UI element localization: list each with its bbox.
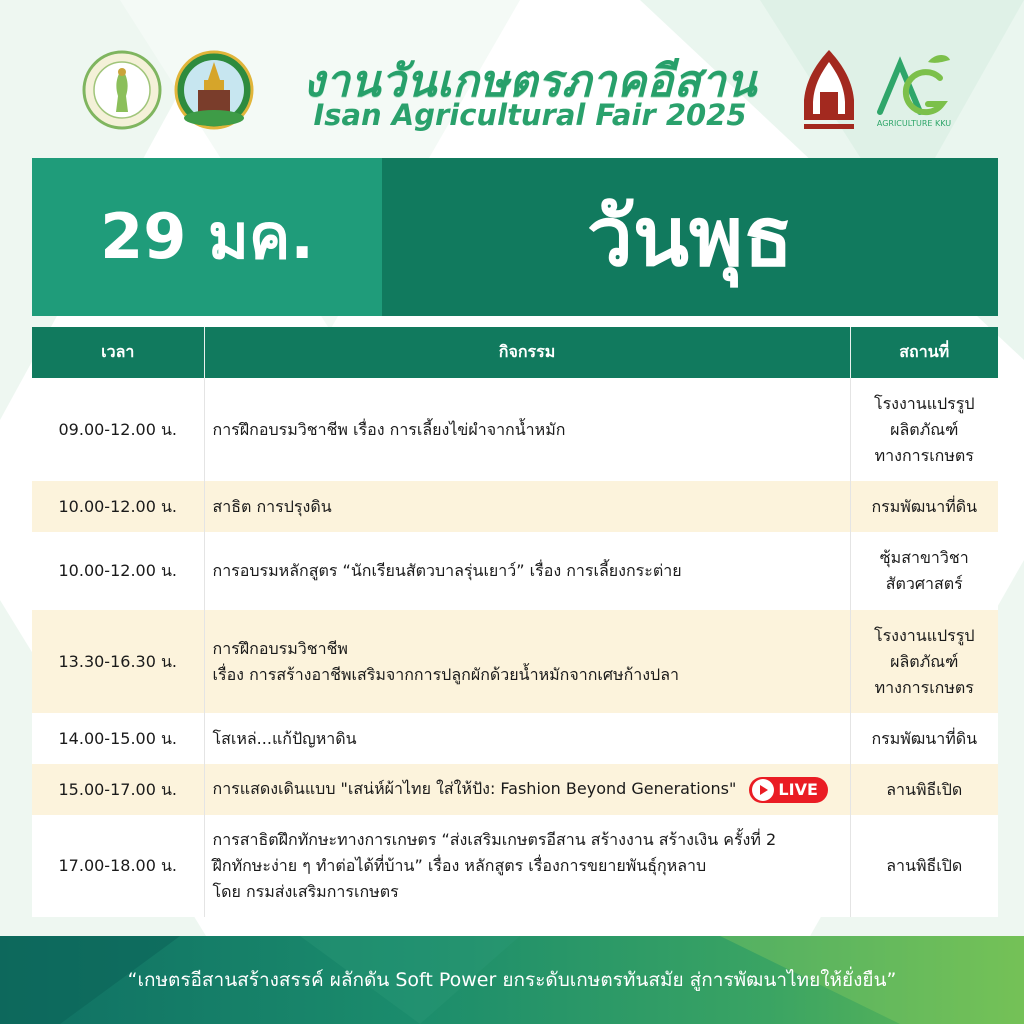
table-row xyxy=(32,532,998,610)
row-activity: การสาธิตฝึกทักษะทางการเกษตร “ส่งเสริมเกษตรอีสาน สร้างงาน สร้างเงิน ครั้งที่ 2 ฝึกทักษะง่าย ๆ ทำต่อได้ที่บ้าน” เรื่อง หลักสูตร เรื่องการขยายพันธุ์กุหลาบ โดย กรมส่งเสริมการเกษตร xyxy=(204,815,850,917)
schedule-table xyxy=(32,327,998,917)
row-time: 09.00-12.00 น. xyxy=(32,378,204,481)
row-activity: การแสดงเดินแบบ "เสน่ห์ผ้าไทย ใส่ให้ปัง: Fashion Beyond Generations" LIVE xyxy=(204,764,850,815)
table-row xyxy=(32,610,998,713)
row-activity: โสเหล่...แก้ปัญหาดิน xyxy=(204,713,850,764)
row-activity: การอบรมหลักสูตร “นักเรียนสัตวบาลรุ่นเยาว์” เรื่อง การเลี้ยงกระต่าย xyxy=(204,532,850,610)
event-date: 29 มค. xyxy=(32,158,382,316)
row-activity: การฝึกอบรมวิชาชีพ เรื่อง การสร้างอาชีพเสริมจากการปลูกผักด้วยน้ำหมักจากเศษก้างปลา xyxy=(204,610,850,713)
logo-caption: AGRICULTURE KKU xyxy=(876,119,952,128)
faculty-seal-logo xyxy=(174,50,254,130)
live-badge[interactable] xyxy=(749,777,827,803)
play-icon xyxy=(752,779,774,801)
row-time: 14.00-15.00 น. xyxy=(32,713,204,764)
table-row xyxy=(32,378,998,481)
agriculture-kku-logo xyxy=(870,50,958,130)
row-activity: การฝึกอบรมวิชาชีพ เรื่อง การเลี้ยงไข่ผำจากน้ำหมัก xyxy=(204,378,850,481)
row-time: 10.00-12.00 น. xyxy=(32,532,204,610)
table-row xyxy=(32,815,998,917)
row-place: ลานพิธีเปิด xyxy=(850,764,998,815)
date-band xyxy=(32,158,998,316)
fair-title-english: Isan Agricultural Fair 2025 xyxy=(313,98,747,132)
row-place: โรงงานแปรรูป ผลิตภัณฑ์ ทางการเกษตร xyxy=(850,610,998,713)
row-time: 13.30-16.30 น. xyxy=(32,610,204,713)
row-time: 15.00-17.00 น. xyxy=(32,764,204,815)
table-row xyxy=(32,764,998,815)
footer-banner xyxy=(0,936,1024,1024)
event-day: วันพุธ xyxy=(382,158,998,316)
row-place: กรมพัฒนาที่ดิน xyxy=(850,713,998,764)
column-header-activity: กิจกรรม xyxy=(204,327,850,378)
university-emblem-logo xyxy=(800,48,858,134)
row-place: ลานพิธีเปิด xyxy=(850,815,998,917)
table-row xyxy=(32,713,998,764)
row-activity: สาธิต การปรุงดิน xyxy=(204,481,850,532)
column-header-time: เวลา xyxy=(32,327,204,378)
table-header-row xyxy=(32,327,998,378)
row-time: 17.00-18.00 น. xyxy=(32,815,204,917)
ministry-seal-logo xyxy=(82,50,162,130)
footer-slogan: “เกษตรอีสานสร้างสรรค์ ผลักดัน Soft Power ยกระดับเกษตรทันสมัย สู่การพัฒนาไทยให้ยั่งยืน” xyxy=(127,969,897,991)
row-place: ซุ้มสาขาวิชา สัตวศาสตร์ xyxy=(850,532,998,610)
header xyxy=(0,30,1024,150)
row-place: โรงงานแปรรูป ผลิตภัณฑ์ ทางการเกษตร xyxy=(850,378,998,481)
column-header-place: สถานที่ xyxy=(850,327,998,378)
live-label: LIVE xyxy=(778,779,818,799)
row-time: 10.00-12.00 น. xyxy=(32,481,204,532)
row-place: กรมพัฒนาที่ดิน xyxy=(850,481,998,532)
fair-title-thai: งานวันเกษตรภาคอีสาน xyxy=(303,56,757,107)
table-row xyxy=(32,481,998,532)
